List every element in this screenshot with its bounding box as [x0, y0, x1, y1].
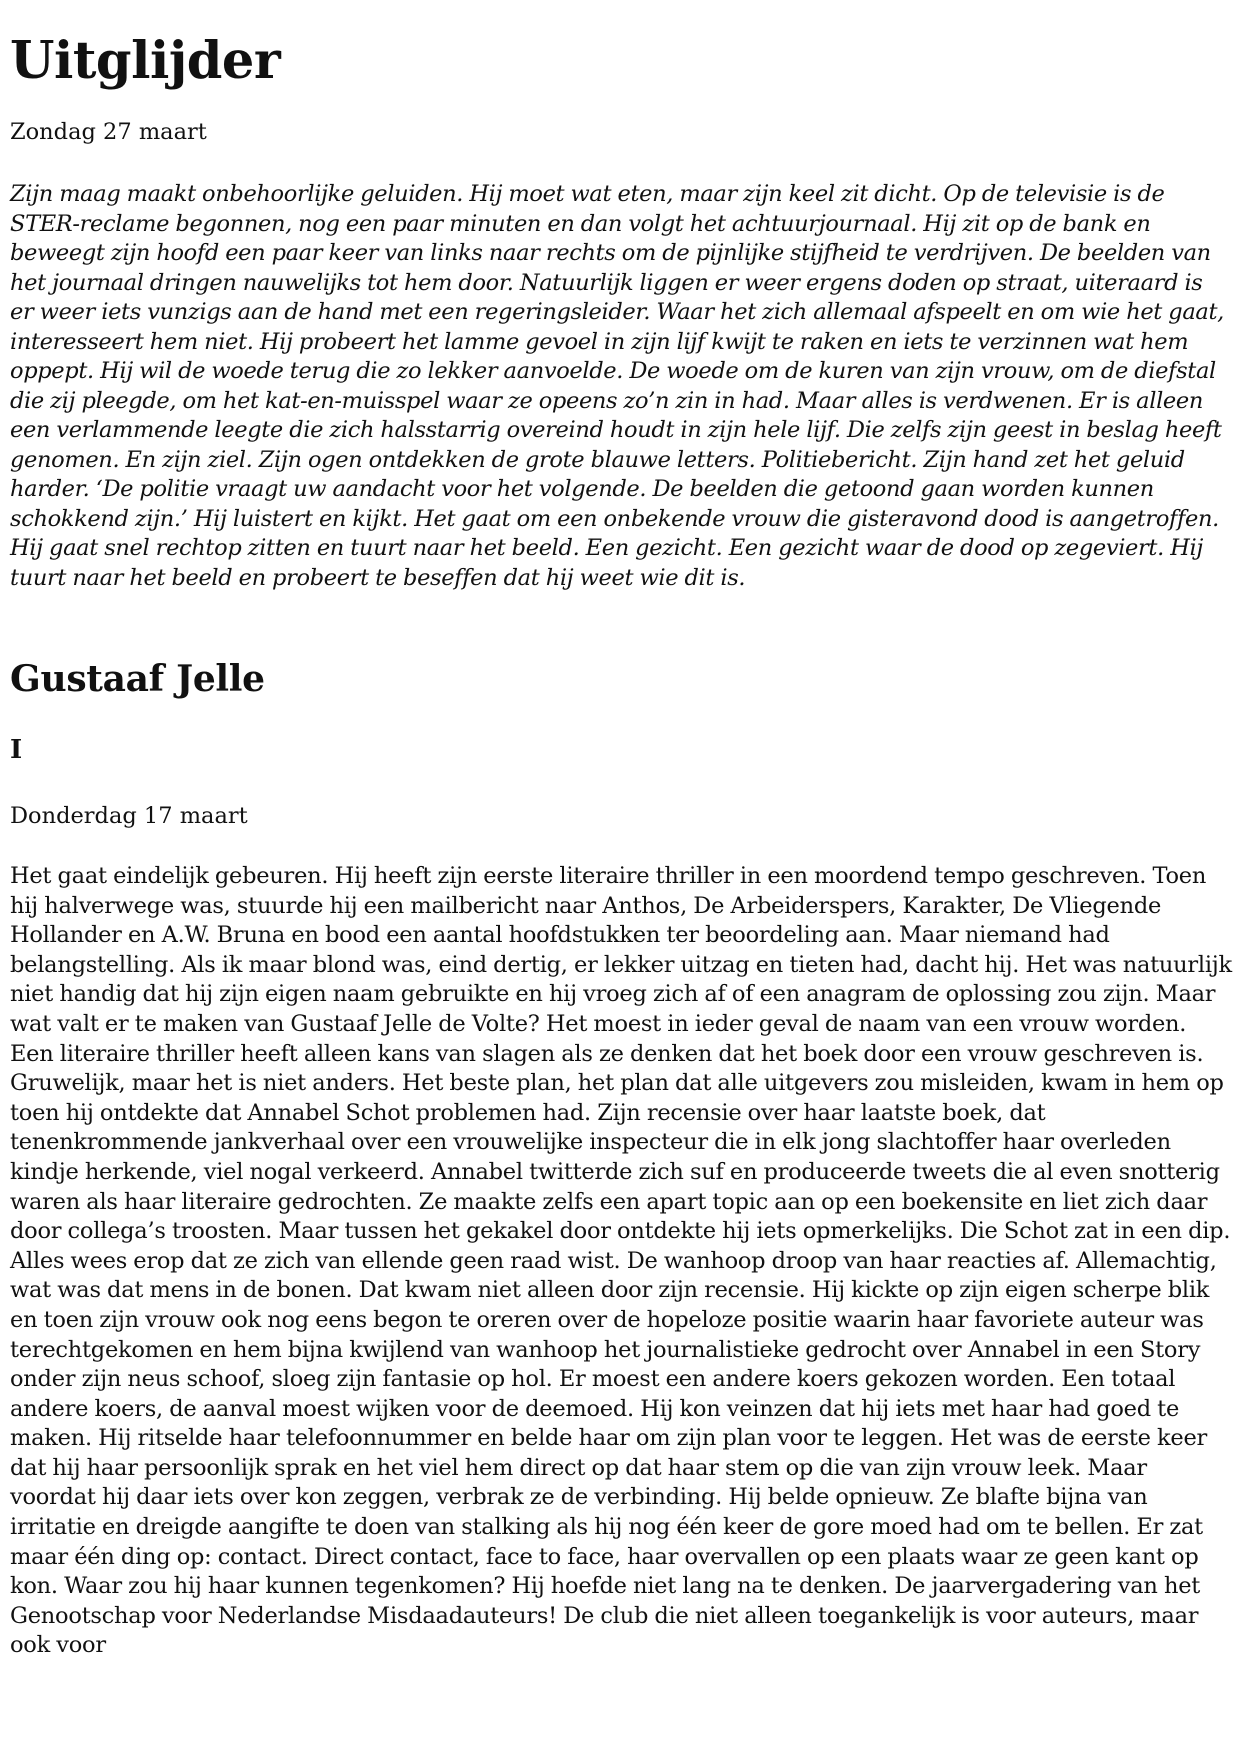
chapter-number: I	[10, 735, 23, 765]
prologue-date: Zondag 27 maart	[10, 119, 207, 145]
book-title: Uitglijder	[10, 31, 281, 91]
chapter-date: Donderdag 17 maart	[10, 803, 248, 829]
document-page	[10, 0, 1232, 1661]
prologue-paragraph: Zijn maag maakt onbehoorlijke geluiden. Hij moet wat eten, maar zijn keel zit dicht. Op de televisie is de STER-reclame begonnen, nog een paar minuten en dan volgt het achtuurjournaal. Hij zit op de bank en beweegt zijn hoofd een paar keer van links naar rechts om de pijnlijke stijfheid te verdrijven. De beelden van het journaal dringen nauwelijks tot hem door. Natuurlijk liggen er weer ergens doden op straat, uiteraard is er weer iets vunzigs aan de hand met een regeringsleider. Waar het zich allemaal afspeelt en om wie het gaat, interesseert hem niet. Hij probeert het lamme gevoel in zijn lijf kwijt te raken en iets te verzinnen wat hem oppept. Hij wil de woede terug die zo lekker aanvoelde. De woede om de kuren van zijn vrouw, om de diefstal die zij pleegde, om het kat-en-muisspel waar ze opeens zo’n zin in had. Maar alles is verdwenen. Er is alleen een verlammende leegte die zich halsstarrig overeind houdt in zijn hele lijf. Die zelfs zijn geest in beslag heeft genomen. En zijn ziel. Zijn ogen ontdekken de grote blauwe letters. Politiebericht. Zijn hand zet het geluid harder. ‘De politie vraagt uw aandacht voor het volgende. De beelden die getoond gaan worden kunnen schokkend zijn.’ Hij luistert en kijkt. Het gaat om een onbekende vrouw die gisteravond dood is aangetroffen. Hij gaat snel rechtop zitten en tuurt naar het beeld. Een gezicht. Een gezicht waar de dood op zegeviert. Hij tuurt naar het beeld en probeert te beseffen dat hij weet wie dit is.	[10, 181, 1224, 591]
section-heading: Gustaaf Jelle	[10, 658, 265, 700]
chapter-paragraph: Het gaat eindelijk gebeuren. Hij heeft zijn eerste literaire thriller in een moordend tempo geschreven. Toen hij halverwege was, stuurde hij een mailbericht naar Anthos, De Arbeiderspers, Karakter, De Vliegende Hollander en A.W. Bruna en bood een aantal hoofdstukken ter beoordeling aan. Maar niemand had belangstelling. Als ik maar blond was, eind dertig, er lekker uitzag en tieten had, dacht hij. Het was natuurlijk niet handig dat hij zijn eigen naam gebruikte en hij vroeg zich af of een anagram de oplossing zou zijn. Maar wat valt er te maken van Gustaaf Jelle de Volte? Het moest in ieder geval de naam van een vrouw worden. Een literaire thriller heeft alleen kans van slagen als ze denken dat het boek door een vrouw geschreven is. Gruwelijk, maar het is niet anders. Het beste plan, het plan dat alle uitgevers zou misleiden, kwam in hem op toen hij ontdekte dat Annabel Schot problemen had. Zijn recensie over haar laatste boek, dat tenenkrommende jankverhaal over een vrouwelijke inspecteur die in elk jong slachtoffer haar overleden kindje herkende, viel nogal verkeerd. Annabel twitterde zich suf en produceerde tweets die al even snotterig waren als haar literaire gedrochten. Ze maakte zelfs een apart topic aan op een boekensite en liet zich daar door collega’s troosten. Maar tussen het gekakel door ontdekte hij iets opmerkelijks. Die Schot zat in een dip. Alles wees erop dat ze zich van ellende geen raad wist. De wanhoop droop van haar reacties af. Allemachtig, wat was dat mens in de bonen. Dat kwam niet alleen door zijn recensie. Hij kickte op zijn eigen scherpe blik en toen zijn vrouw ook nog eens begon te oreren over de hopeloze positie waarin haar favoriete auteur was terechtgekomen en hem bijna kwijlend van wanhoop het journalistieke gedrocht over Annabel in een Story onder zijn neus schoof, sloeg zijn fantasie op hol. Er moest een andere koers gekozen worden. Een totaal andere koers, de aanval moest wijken voor de deemoed. Hij kon veinzen dat hij iets met haar had goed te maken. Hij ritselde haar telefoonnummer en belde haar om zijn plan voor te leggen. Het was de eerste keer dat hij haar persoonlijk sprak en het viel hem direct op dat haar stem op die van zijn vrouw leek. Maar voordat hij daar iets over kon zeggen, verbrak ze de verbinding. Hij belde opnieuw. Ze blafte bijna van irritatie en dreigde aangifte te doen van stalking als hij nog één keer de gore moed had om te bellen. Er zat maar één ding op: contact. Direct contact, face to face, haar overvallen op een plaats waar ze geen kant op kon. Waar zou hij haar kunnen tegenkomen? Hij hoefde niet lang na te denken. De jaarvergadering van het Genootschap voor Nederlandse Misdaadauteurs! De club die niet alleen toegankelijk is voor auteurs, maar ook voor	[10, 863, 1232, 1659]
